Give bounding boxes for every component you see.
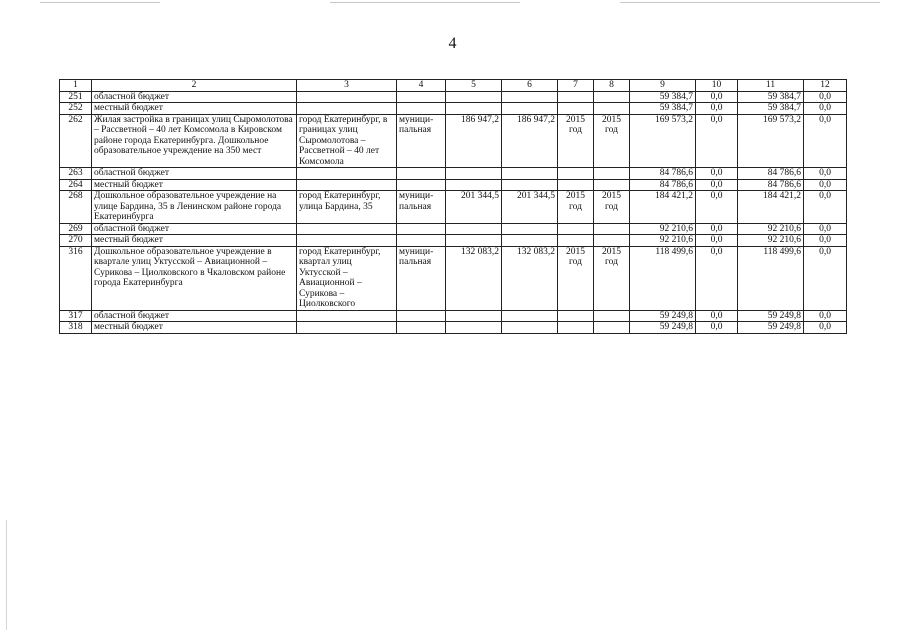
row-number-cell: 318 xyxy=(60,322,92,334)
total-cost-cell xyxy=(502,91,558,103)
financing-col-12-cell: 0,0 xyxy=(804,246,847,310)
table-row xyxy=(60,235,847,247)
ownership-cell: муници-пальная xyxy=(397,114,446,168)
financing-col-11-cell: 92 210,6 xyxy=(738,235,804,247)
financing-total-cell: 184 421,2 xyxy=(630,191,696,224)
address-cell xyxy=(297,223,397,235)
total-cost-cell xyxy=(502,179,558,191)
financing-col-11-cell: 84 786,6 xyxy=(738,179,804,191)
object-name-cell: областной бюджет xyxy=(92,223,297,235)
total-cost-cell: 201 344,5 xyxy=(502,191,558,224)
start-year-cell xyxy=(558,168,594,180)
financing-col-11-cell: 118 499,6 xyxy=(738,246,804,310)
financing-total-cell: 59 249,8 xyxy=(630,310,696,322)
start-year-cell xyxy=(558,235,594,247)
end-year-cell xyxy=(594,310,630,322)
end-year-cell xyxy=(594,103,630,115)
row-number-cell: 269 xyxy=(60,223,92,235)
start-year-cell xyxy=(558,223,594,235)
financing-col-10-cell: 0,0 xyxy=(696,223,738,235)
ownership-cell xyxy=(397,310,446,322)
end-year-cell xyxy=(594,179,630,191)
estimated-cost-cell: 132 083,2 xyxy=(446,246,502,310)
address-cell xyxy=(297,235,397,247)
financing-col-10-cell: 0,0 xyxy=(696,168,738,180)
column-header: 8 xyxy=(594,80,630,92)
financing-col-11-cell: 59 249,8 xyxy=(738,310,804,322)
address-cell: город Екатеринбург, улица Бардина, 35 xyxy=(297,191,397,224)
financing-total-cell: 84 786,6 xyxy=(630,179,696,191)
total-cost-cell xyxy=(502,223,558,235)
financing-col-11-cell: 59 249,8 xyxy=(738,322,804,334)
address-cell: город Екатеринбург, в границах улиц Сыромолотова – Рассветной – 40 лет Комсомола xyxy=(297,114,397,168)
scan-side-mark xyxy=(6,520,7,630)
estimated-cost-cell xyxy=(446,168,502,180)
address-cell xyxy=(297,322,397,334)
budget-table xyxy=(59,79,847,334)
end-year-cell: 2015 год xyxy=(594,114,630,168)
column-header: 1 xyxy=(60,80,92,92)
financing-col-10-cell: 0,0 xyxy=(696,322,738,334)
total-cost-cell xyxy=(502,235,558,247)
object-name-cell: областной бюджет xyxy=(92,168,297,180)
financing-total-cell: 59 384,7 xyxy=(630,103,696,115)
table-header-row xyxy=(60,80,847,92)
financing-col-12-cell: 0,0 xyxy=(804,310,847,322)
column-header: 10 xyxy=(696,80,738,92)
address-cell xyxy=(297,179,397,191)
row-number-cell: 264 xyxy=(60,179,92,191)
address-cell xyxy=(297,168,397,180)
end-year-cell: 2015 год xyxy=(594,191,630,224)
column-header: 5 xyxy=(446,80,502,92)
total-cost-cell: 186 947,2 xyxy=(502,114,558,168)
financing-col-12-cell: 0,0 xyxy=(804,179,847,191)
ownership-cell xyxy=(397,322,446,334)
address-cell xyxy=(297,310,397,322)
financing-total-cell: 118 499,6 xyxy=(630,246,696,310)
row-number-cell: 270 xyxy=(60,235,92,247)
start-year-cell xyxy=(558,103,594,115)
start-year-cell: 2015 год xyxy=(558,191,594,224)
estimated-cost-cell xyxy=(446,179,502,191)
ownership-cell xyxy=(397,235,446,247)
table-row xyxy=(60,168,847,180)
financing-col-12-cell: 0,0 xyxy=(804,114,847,168)
estimated-cost-cell: 201 344,5 xyxy=(446,191,502,224)
ownership-cell: муници-пальная xyxy=(397,191,446,224)
estimated-cost-cell xyxy=(446,103,502,115)
total-cost-cell xyxy=(502,310,558,322)
estimated-cost-cell xyxy=(446,91,502,103)
scan-edge-mark xyxy=(40,2,160,3)
financing-total-cell: 59 249,8 xyxy=(630,322,696,334)
row-number-cell: 251 xyxy=(60,91,92,103)
object-name-cell: Дошкольное образовательное учреждение в квартале улиц Уктусской – Авиационной – Сурикова – Циолковского в Чкаловском районе города Екатеринбурга xyxy=(92,246,297,310)
object-name-cell: областной бюджет xyxy=(92,91,297,103)
object-name-cell: местный бюджет xyxy=(92,103,297,115)
end-year-cell: 2015 год xyxy=(594,246,630,310)
column-header: 4 xyxy=(397,80,446,92)
scan-edge-mark xyxy=(330,2,520,3)
table-row xyxy=(60,114,847,168)
table-row xyxy=(60,91,847,103)
financing-col-10-cell: 0,0 xyxy=(696,191,738,224)
row-number-cell: 263 xyxy=(60,168,92,180)
page-number: 4 xyxy=(448,35,457,52)
financing-col-10-cell: 0,0 xyxy=(696,114,738,168)
table-row xyxy=(60,179,847,191)
financing-total-cell: 169 573,2 xyxy=(630,114,696,168)
financing-col-12-cell: 0,0 xyxy=(804,168,847,180)
object-name-cell: областной бюджет xyxy=(92,310,297,322)
row-number-cell: 317 xyxy=(60,310,92,322)
column-header: 7 xyxy=(558,80,594,92)
column-header: 11 xyxy=(738,80,804,92)
financing-total-cell: 59 384,7 xyxy=(630,91,696,103)
start-year-cell: 2015 год xyxy=(558,246,594,310)
column-header: 3 xyxy=(297,80,397,92)
financing-col-11-cell: 59 384,7 xyxy=(738,103,804,115)
object-name-cell: местный бюджет xyxy=(92,235,297,247)
total-cost-cell xyxy=(502,322,558,334)
ownership-cell xyxy=(397,168,446,180)
table-row xyxy=(60,191,847,224)
total-cost-cell: 132 083,2 xyxy=(502,246,558,310)
total-cost-cell xyxy=(502,103,558,115)
start-year-cell xyxy=(558,322,594,334)
financing-col-12-cell: 0,0 xyxy=(804,103,847,115)
address-cell: город Екатеринбург, квартал улиц Уктусской – Авиационной – Сурикова – Циолковского xyxy=(297,246,397,310)
table-body xyxy=(60,80,847,334)
row-number-cell: 262 xyxy=(60,114,92,168)
financing-col-10-cell: 0,0 xyxy=(696,246,738,310)
object-name-cell: местный бюджет xyxy=(92,322,297,334)
financing-col-11-cell: 84 786,6 xyxy=(738,168,804,180)
row-number-cell: 316 xyxy=(60,246,92,310)
ownership-cell xyxy=(397,223,446,235)
ownership-cell: муници-пальная xyxy=(397,246,446,310)
object-name-cell: Дошкольное образовательное учреждение на улице Бардина, 35 в Ленинском районе города Екатеринбурга xyxy=(92,191,297,224)
table-row xyxy=(60,310,847,322)
table-row xyxy=(60,223,847,235)
financing-col-11-cell: 92 210,6 xyxy=(738,223,804,235)
column-header: 2 xyxy=(92,80,297,92)
ownership-cell xyxy=(397,179,446,191)
address-cell xyxy=(297,103,397,115)
financing-col-12-cell: 0,0 xyxy=(804,191,847,224)
column-header: 12 xyxy=(804,80,847,92)
end-year-cell xyxy=(594,322,630,334)
financing-col-10-cell: 0,0 xyxy=(696,235,738,247)
end-year-cell xyxy=(594,168,630,180)
financing-col-10-cell: 0,0 xyxy=(696,310,738,322)
row-number-cell: 252 xyxy=(60,103,92,115)
end-year-cell xyxy=(594,91,630,103)
financing-col-10-cell: 0,0 xyxy=(696,103,738,115)
financing-col-11-cell: 59 384,7 xyxy=(738,91,804,103)
total-cost-cell xyxy=(502,168,558,180)
financing-total-cell: 92 210,6 xyxy=(630,235,696,247)
ownership-cell xyxy=(397,103,446,115)
end-year-cell xyxy=(594,235,630,247)
financing-col-12-cell: 0,0 xyxy=(804,235,847,247)
column-header: 9 xyxy=(630,80,696,92)
start-year-cell xyxy=(558,179,594,191)
estimated-cost-cell xyxy=(446,310,502,322)
object-name-cell: Жилая застройка в границах улиц Сыромолотова – Рассветной – 40 лет Комсомола в Кировском районе города Екатеринбурга. Дошкольное образовательное учреждение на 350 мест xyxy=(92,114,297,168)
end-year-cell xyxy=(594,223,630,235)
table-row xyxy=(60,103,847,115)
start-year-cell xyxy=(558,91,594,103)
estimated-cost-cell xyxy=(446,322,502,334)
start-year-cell: 2015 год xyxy=(558,114,594,168)
financing-col-12-cell: 0,0 xyxy=(804,322,847,334)
estimated-cost-cell xyxy=(446,223,502,235)
address-cell xyxy=(297,91,397,103)
estimated-cost-cell xyxy=(446,235,502,247)
financing-total-cell: 84 786,6 xyxy=(630,168,696,180)
scan-edge-mark xyxy=(620,2,880,3)
financing-col-11-cell: 169 573,2 xyxy=(738,114,804,168)
start-year-cell xyxy=(558,310,594,322)
ownership-cell xyxy=(397,91,446,103)
financing-col-12-cell: 0,0 xyxy=(804,223,847,235)
column-header: 6 xyxy=(502,80,558,92)
financing-total-cell: 92 210,6 xyxy=(630,223,696,235)
object-name-cell: местный бюджет xyxy=(92,179,297,191)
financing-col-10-cell: 0,0 xyxy=(696,91,738,103)
table-row xyxy=(60,246,847,310)
financing-col-12-cell: 0,0 xyxy=(804,91,847,103)
financing-col-10-cell: 0,0 xyxy=(696,179,738,191)
estimated-cost-cell: 186 947,2 xyxy=(446,114,502,168)
row-number-cell: 268 xyxy=(60,191,92,224)
financing-col-11-cell: 184 421,2 xyxy=(738,191,804,224)
table-row xyxy=(60,322,847,334)
